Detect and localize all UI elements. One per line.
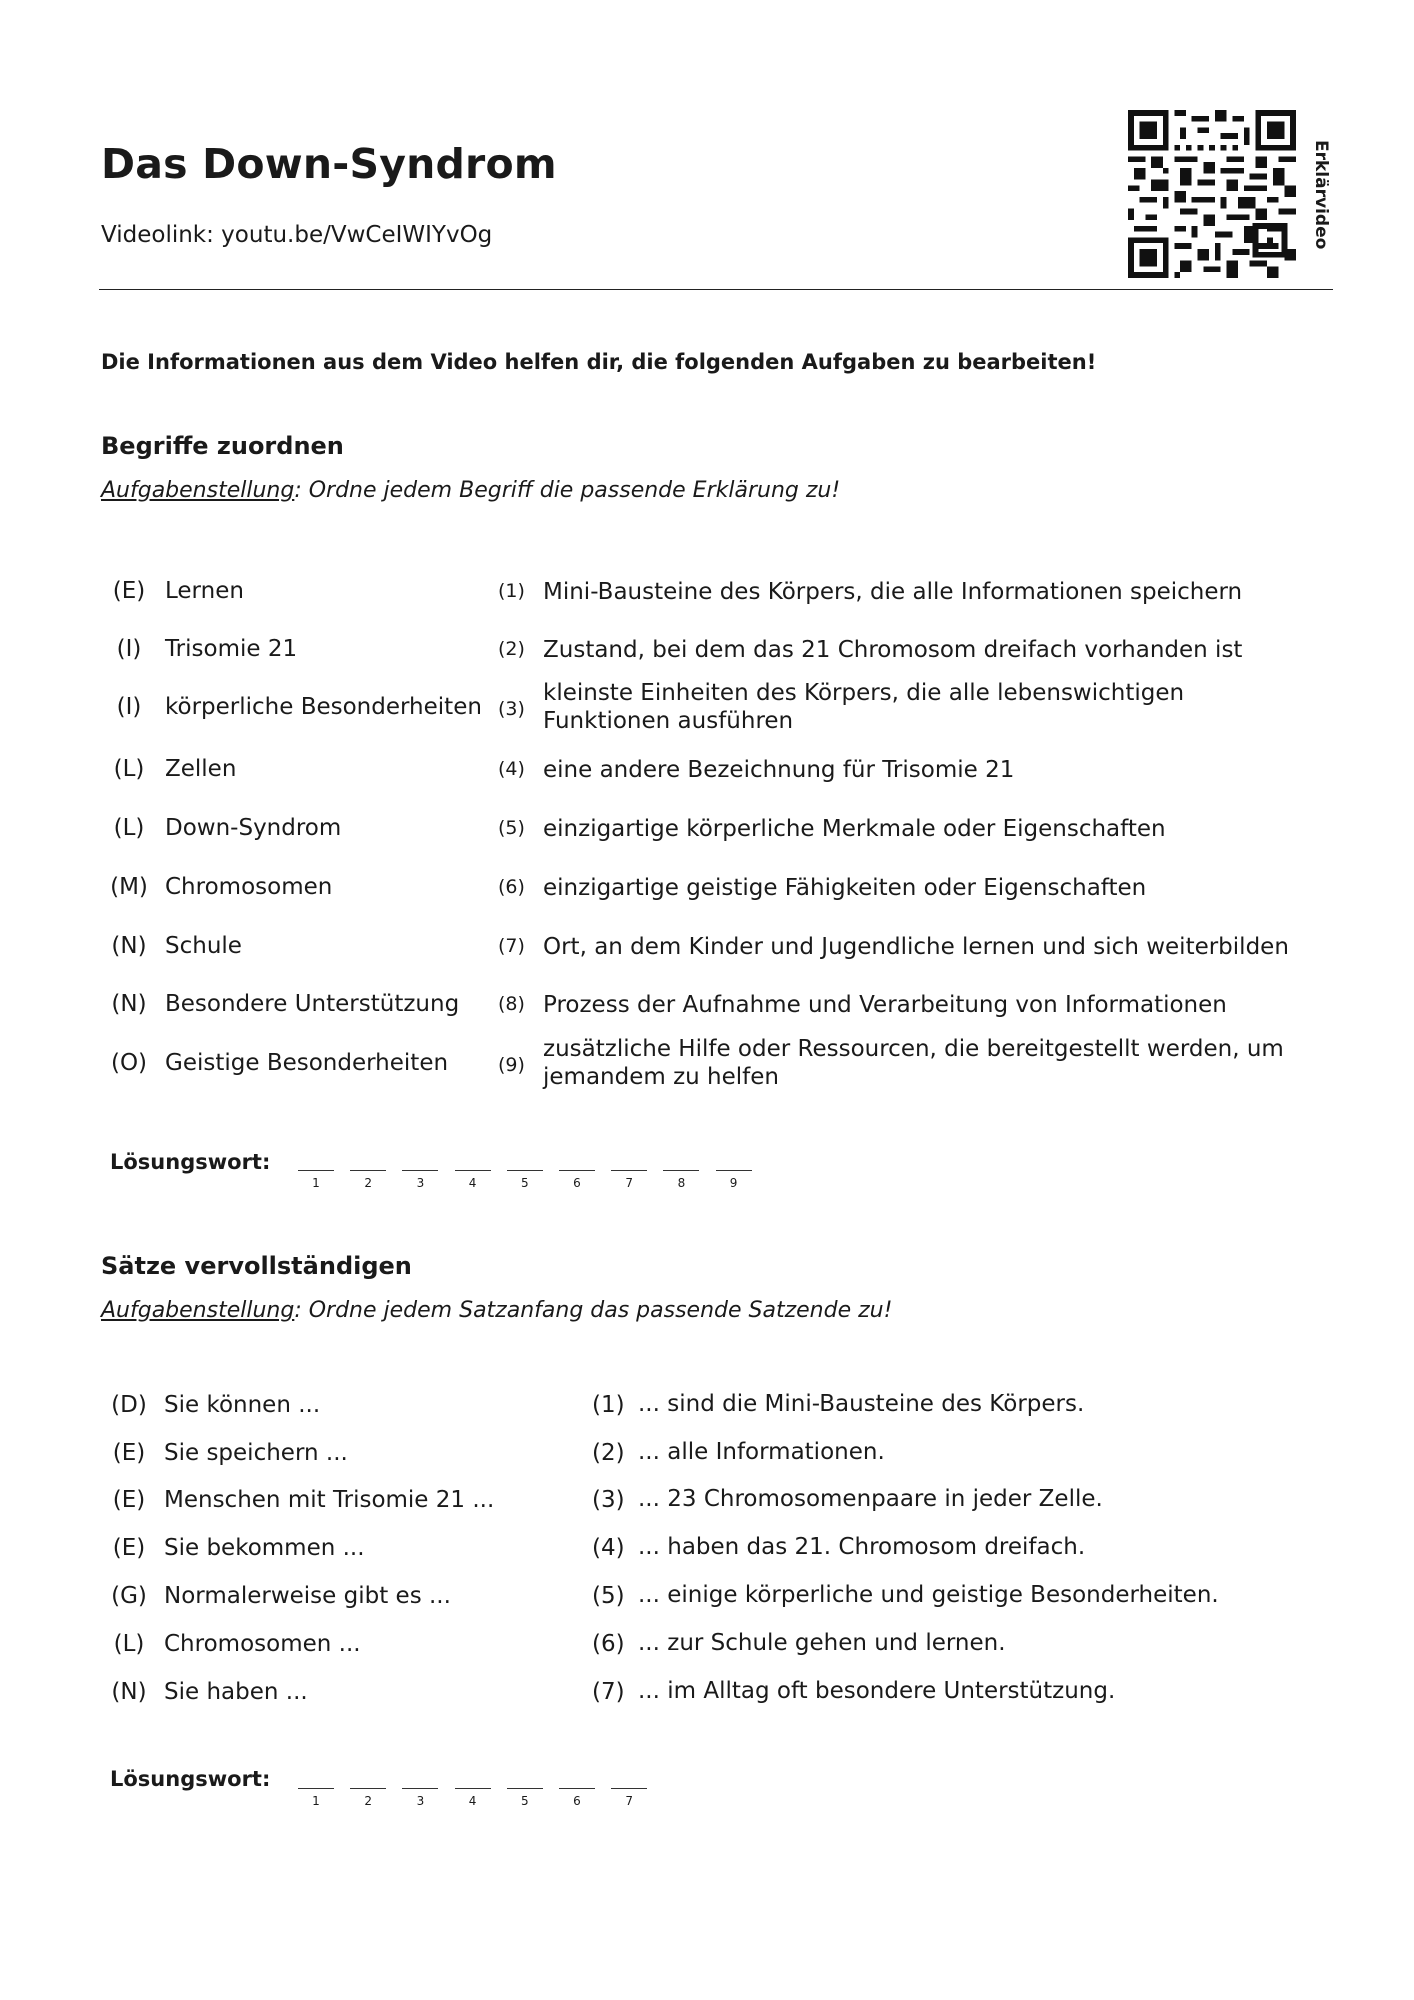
- term-label: Trisomie 21: [165, 636, 298, 662]
- solution-blank[interactable]: [455, 1768, 491, 1808]
- sentence-end-number: (1): [592, 1392, 625, 1418]
- sentence-start-letter: (G): [111, 1583, 147, 1609]
- solution-blank[interactable]: [716, 1150, 752, 1190]
- section1-solution-label: Lösungswort:: [110, 1150, 271, 1174]
- solution-blank[interactable]: [507, 1768, 543, 1808]
- solution-blank[interactable]: [507, 1150, 543, 1190]
- solution-blank[interactable]: [559, 1768, 595, 1808]
- definition-number: (3): [498, 698, 525, 720]
- intro-text: Die Informationen aus dem Video helfen dir, die folgenden Aufgaben zu bearbeiten!: [101, 350, 1097, 374]
- term-letter: (N): [111, 933, 147, 959]
- definition-number: (7): [498, 935, 525, 957]
- definition-text: Ort, an dem Kinder und Jugendliche lernen und sich weiterbilden: [543, 934, 1289, 960]
- definition-text: zusätzliche Hilfe oder Ressourcen, die bereitgestellt werden, um jemandem zu helfen: [543, 1036, 1284, 1090]
- sentence-start: Normalerweise gibt es ...: [164, 1583, 451, 1609]
- sentence-start: Chromosomen ...: [164, 1631, 361, 1657]
- definition-text: einzigartige körperliche Merkmale oder Eigenschaften: [543, 816, 1166, 842]
- term-label: Geistige Besonderheiten: [165, 1050, 449, 1076]
- solution-blank[interactable]: [402, 1150, 438, 1190]
- blank-number: 6: [573, 1176, 581, 1190]
- solution-blank[interactable]: [402, 1768, 438, 1808]
- sentence-start-letter: (N): [111, 1679, 147, 1705]
- term-label: Besondere Unterstützung: [165, 991, 460, 1017]
- sentence-end: ... alle Informationen.: [638, 1439, 885, 1465]
- sentence-start-letter: (D): [111, 1392, 147, 1418]
- section1-heading: Begriffe zuordnen: [101, 432, 344, 460]
- page-title: Das Down-Syndrom: [101, 140, 557, 188]
- solution-blank[interactable]: [350, 1150, 386, 1190]
- sentence-start-letter: (L): [113, 1631, 145, 1657]
- blank-number: 5: [520, 1794, 529, 1808]
- sentence-start: Sie können ...: [164, 1392, 321, 1418]
- sentence-end-number: (2): [592, 1440, 625, 1466]
- term-letter: (I): [116, 636, 142, 662]
- blank-number: 8: [677, 1176, 686, 1190]
- definition-number: (2): [498, 638, 525, 660]
- solution-blank[interactable]: [298, 1150, 334, 1190]
- definition-number: (1): [498, 580, 525, 602]
- sentence-start: Sie bekommen ...: [164, 1535, 365, 1561]
- sentence-start: Menschen mit Trisomie 21 ...: [164, 1487, 495, 1513]
- term-label: Schule: [165, 933, 242, 959]
- term-label: Zellen: [165, 756, 237, 782]
- qr-side-label: Erklärvideo: [1311, 140, 1331, 250]
- header-divider: [99, 289, 1333, 290]
- sentence-start-letter: (E): [112, 1487, 146, 1513]
- term-letter: (L): [113, 815, 145, 841]
- blank-number: 9: [729, 1176, 738, 1190]
- definition-number: (6): [498, 876, 525, 898]
- term-letter: (O): [110, 1050, 148, 1076]
- term-letter: (N): [111, 991, 147, 1017]
- blank-number: 5: [520, 1176, 529, 1190]
- sentence-start-letter: (E): [112, 1535, 146, 1561]
- term-letter: (E): [112, 578, 146, 604]
- sentence-end: ... zur Schule gehen und lernen.: [638, 1630, 1006, 1656]
- section2-solution-label: Lösungswort:: [110, 1767, 271, 1791]
- section2-heading: Sätze vervollständigen: [101, 1252, 412, 1280]
- sentence-start: Sie haben ...: [164, 1679, 308, 1705]
- sentence-end: ... haben das 21. Chromosom dreifach.: [638, 1534, 1086, 1560]
- definition-text: Zustand, bei dem das 21 Chromosom dreifach vorhanden ist: [543, 637, 1243, 663]
- sentence-end-number: (7): [592, 1679, 625, 1705]
- blank-number: 3: [416, 1176, 425, 1190]
- definition-text: eine andere Bezeichnung für Trisomie 21: [543, 757, 1015, 783]
- definition-number: (4): [498, 758, 525, 780]
- blank-number: 7: [625, 1176, 633, 1190]
- term-letter: (I): [116, 694, 142, 720]
- blank-number: 3: [416, 1794, 425, 1808]
- video-link[interactable]: Videolink: youtu.be/VwCeIWIYvOg: [101, 222, 493, 248]
- blank-number: 1: [312, 1794, 320, 1808]
- term-label: körperliche Besonderheiten: [165, 694, 482, 720]
- solution-blank[interactable]: [455, 1150, 491, 1190]
- definition-number: (9): [498, 1054, 525, 1076]
- qr-code-icon[interactable]: [1128, 110, 1296, 278]
- solution-blank[interactable]: [350, 1768, 386, 1808]
- sentence-end: ... im Alltag oft besondere Unterstützung.: [638, 1678, 1116, 1704]
- blank-number: 4: [468, 1176, 477, 1190]
- blank-number: 6: [573, 1794, 581, 1808]
- blank-number: 2: [364, 1176, 372, 1190]
- definition-number: (8): [498, 993, 525, 1015]
- definition-text: Mini-Bausteine des Körpers, die alle Informationen speichern: [543, 579, 1243, 605]
- term-label: Down-Syndrom: [165, 815, 342, 841]
- sentence-end: ... einige körperliche und geistige Besonderheiten.: [638, 1582, 1219, 1608]
- solution-blank[interactable]: [663, 1150, 699, 1190]
- sentence-start: Sie speichern ...: [164, 1440, 348, 1466]
- sentence-end-number: (5): [592, 1583, 625, 1609]
- blank-number: 4: [468, 1794, 477, 1808]
- sentence-end: ... sind die Mini-Bausteine des Körpers.: [638, 1391, 1085, 1417]
- sentence-end-number: (3): [592, 1487, 625, 1513]
- solution-blank[interactable]: [611, 1768, 647, 1808]
- term-letter: (L): [113, 756, 145, 782]
- term-label: Chromosomen: [165, 874, 333, 900]
- sentence-end: ... 23 Chromosomenpaare in jeder Zelle.: [638, 1486, 1103, 1512]
- solution-blank[interactable]: [298, 1768, 334, 1808]
- term-letter: (M): [110, 874, 148, 900]
- definition-text: kleinste Einheiten des Körpers, die alle lebenswichtigen Funktionen ausführen: [543, 680, 1185, 734]
- sentence-end-number: (4): [592, 1535, 625, 1561]
- definition-number: (5): [498, 817, 525, 839]
- blank-number: 7: [625, 1794, 633, 1808]
- solution-blank[interactable]: [611, 1150, 647, 1190]
- section2-task: Aufgabenstellung: Ordne jedem Satzanfang das passende Satzende zu!: [101, 1298, 893, 1323]
- definition-text: Prozess der Aufnahme und Verarbeitung von Informationen: [543, 992, 1227, 1018]
- blank-number: 1: [312, 1176, 320, 1190]
- sentence-end-number: (6): [592, 1631, 625, 1657]
- definition-text: einzigartige geistige Fähigkeiten oder Eigenschaften: [543, 875, 1147, 901]
- solution-blank[interactable]: [559, 1150, 595, 1190]
- section1-task: Aufgabenstellung: Ordne jedem Begriff die passende Erklärung zu!: [101, 478, 841, 503]
- sentence-start-letter: (E): [112, 1440, 146, 1466]
- term-label: Lernen: [165, 578, 244, 604]
- blank-number: 2: [364, 1794, 372, 1808]
